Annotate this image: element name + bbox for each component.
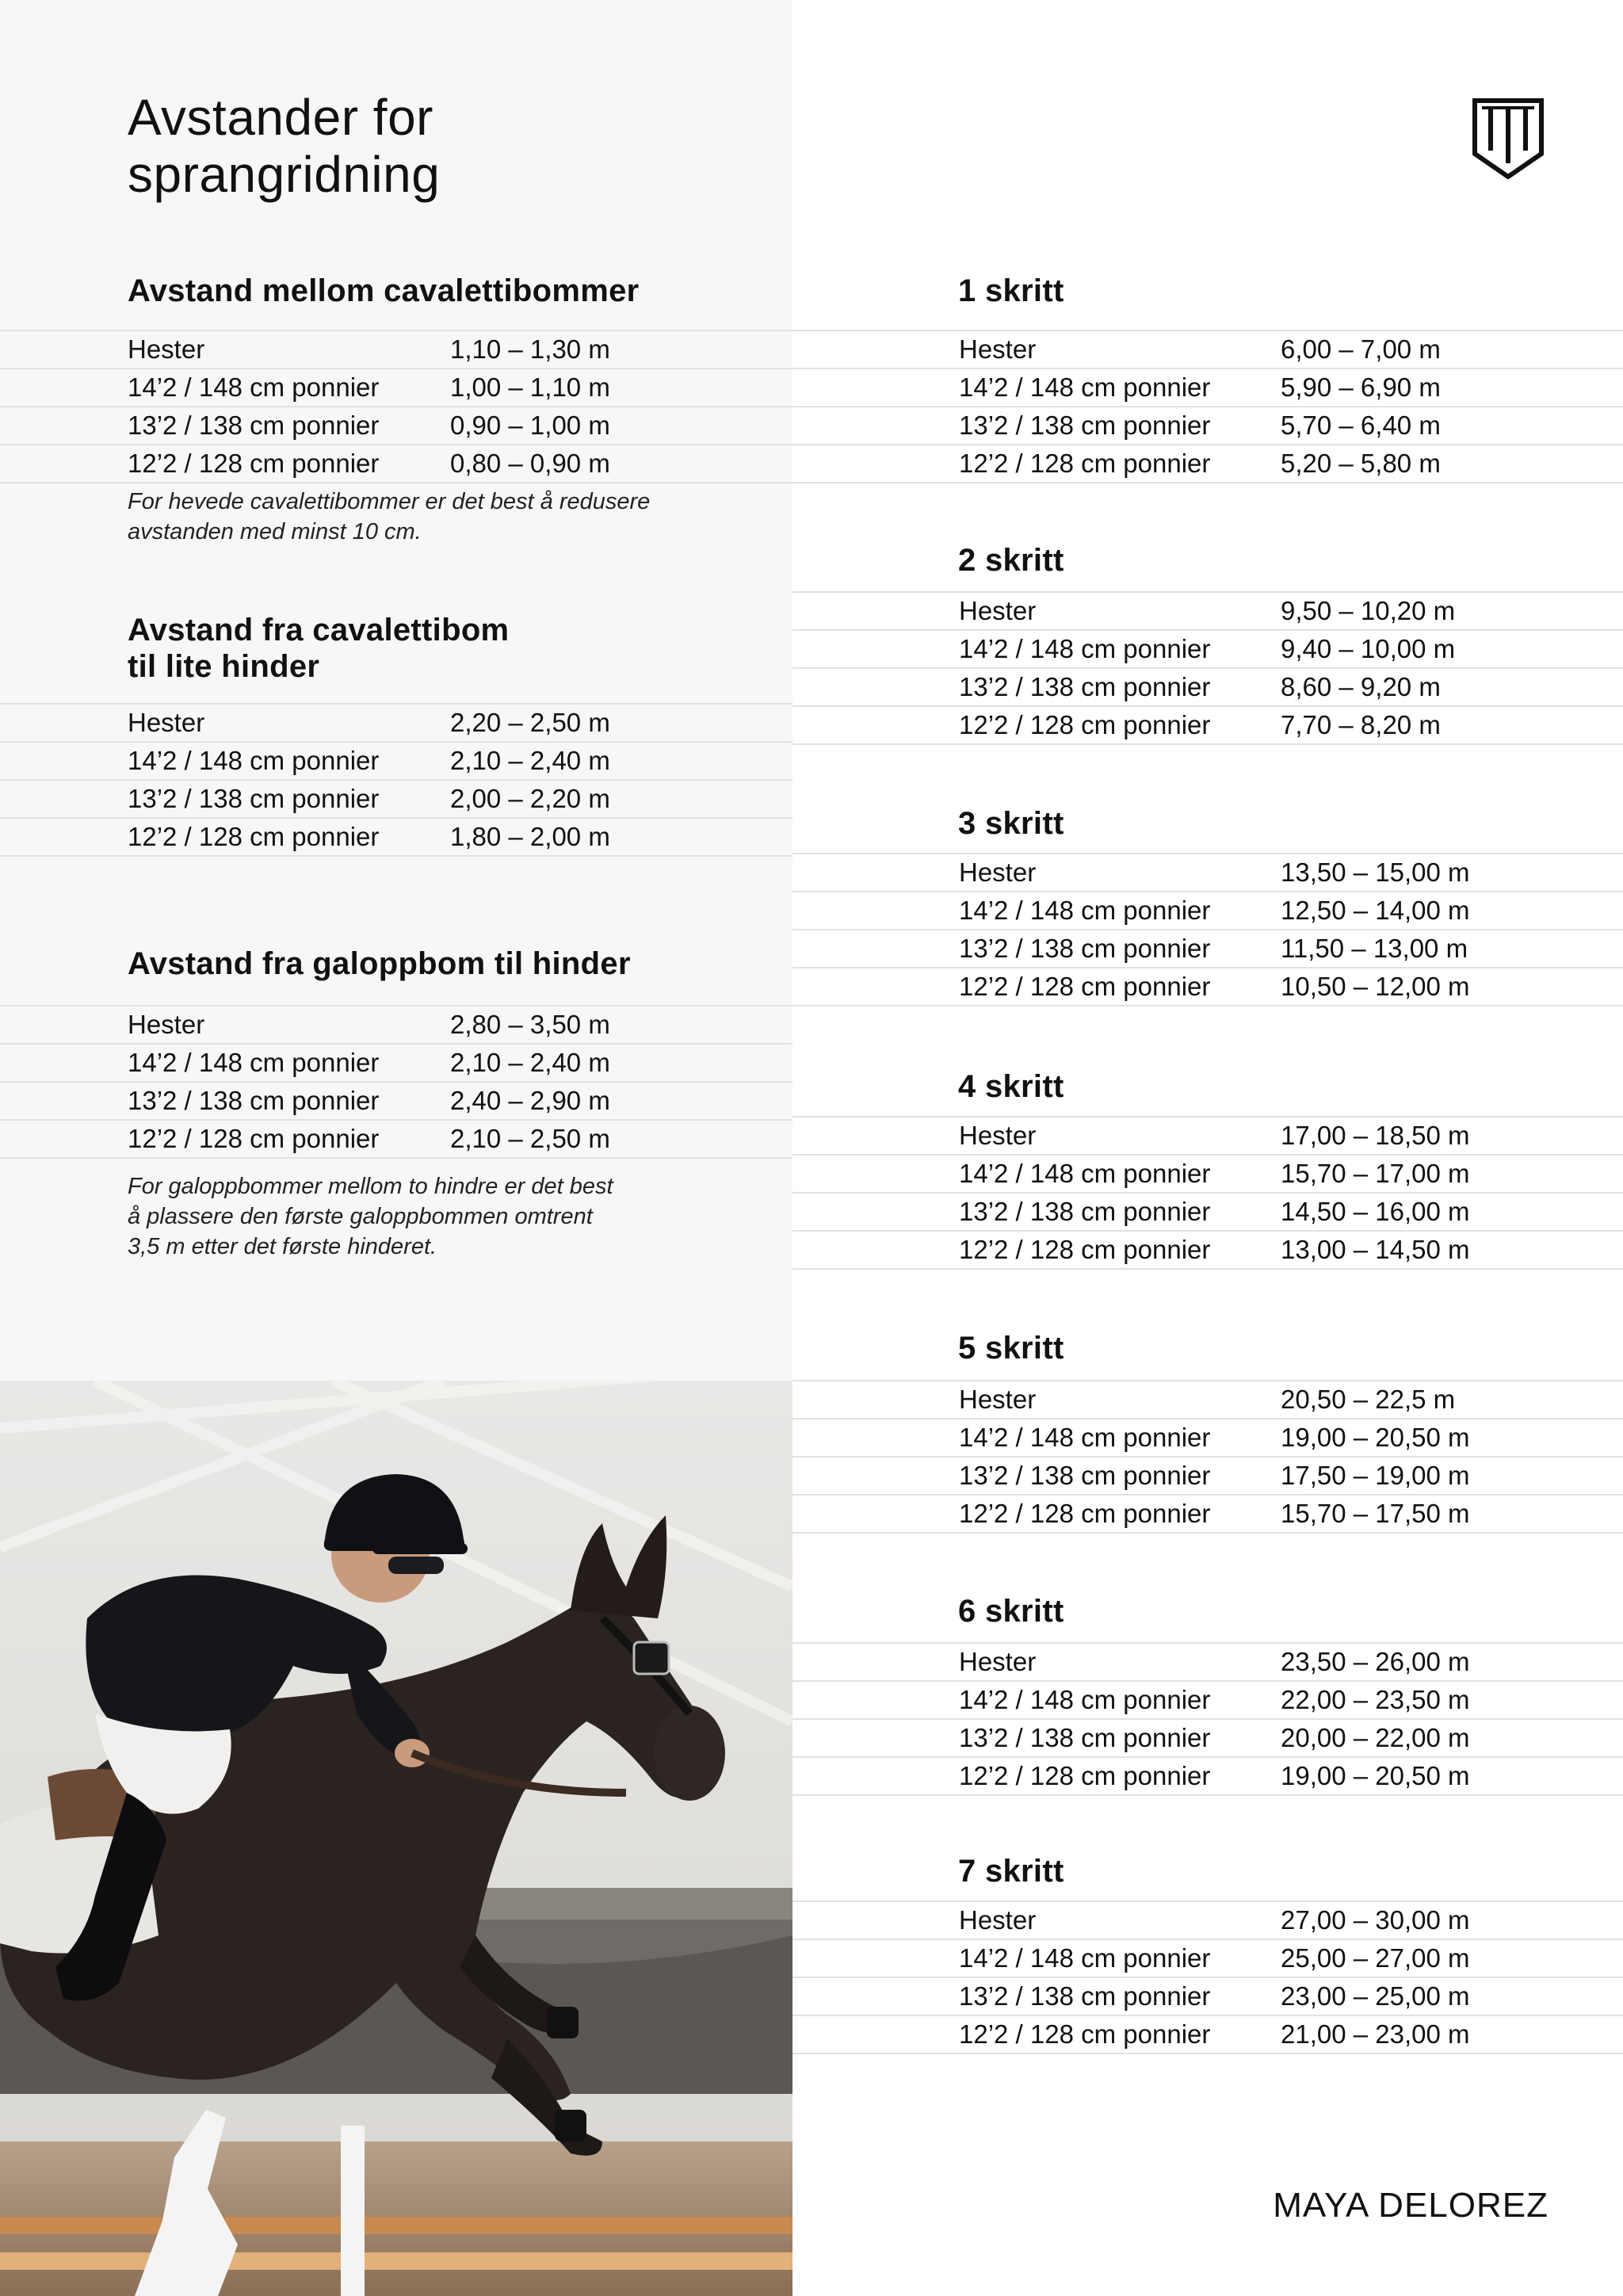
table-row	[792, 1230, 1623, 1270]
row-value: 19,00 – 20,50 m	[1281, 1423, 1470, 1452]
table-row	[0, 703, 792, 741]
row-label: 13’2 / 138 cm ponnier	[128, 784, 380, 813]
row-value: 21,00 – 23,00 m	[1281, 2019, 1470, 2049]
row-value: 20,00 – 22,00 m	[1281, 1723, 1470, 1752]
table-row	[792, 406, 1623, 444]
section-heading-5-strides: 5 skritt	[958, 1331, 1064, 1366]
distance-table-1-stride	[792, 330, 1623, 483]
row-label: Hester	[959, 596, 1037, 625]
distance-table-2-strides	[792, 591, 1623, 745]
distance-table-cavaletti	[0, 330, 792, 483]
row-value: 20,50 – 22,5 m	[1281, 1385, 1456, 1414]
row-label: 12’2 / 128 cm ponnier	[959, 710, 1211, 739]
row-value: 22,00 – 23,50 m	[1281, 1685, 1470, 1714]
row-label: 13’2 / 138 cm ponnier	[959, 1723, 1211, 1752]
row-value: 5,90 – 6,90 m	[1281, 372, 1441, 402]
row-value: 23,00 – 25,00 m	[1281, 1981, 1470, 2011]
table-row	[792, 853, 1623, 891]
row-value: 2,10 – 2,50 m	[450, 1124, 610, 1153]
table-row	[792, 705, 1623, 745]
table-row	[0, 444, 792, 483]
row-label: Hester	[128, 708, 205, 737]
row-value: 12,50 – 14,00 m	[1281, 896, 1470, 925]
row-value: 9,50 – 10,20 m	[1281, 596, 1456, 625]
row-value: 23,50 – 26,00 m	[1281, 1647, 1470, 1676]
table-row	[792, 1901, 1623, 1939]
row-label: 12’2 / 128 cm ponnier	[959, 1761, 1211, 1790]
distance-table-3-strides	[792, 853, 1623, 1007]
row-value: 1,10 – 1,30 m	[450, 334, 610, 364]
section-heading-2-strides: 2 skritt	[958, 543, 1064, 578]
table-row	[792, 1756, 1623, 1796]
distance-table-4-strides	[792, 1116, 1623, 1270]
table-row	[792, 1939, 1623, 1977]
note-cavaletti: For hevede cavalettibommer er det best å redusere avstanden med minst 10 cm.	[128, 489, 651, 544]
row-value: 13,00 – 14,50 m	[1281, 1235, 1470, 1264]
row-value: 2,20 – 2,50 m	[450, 708, 610, 737]
table-row	[792, 591, 1623, 629]
table-row	[792, 891, 1623, 929]
page-title: Avstander for sprangridning	[128, 89, 441, 203]
row-value: 2,10 – 2,40 m	[450, 746, 610, 775]
table-row	[792, 2015, 1623, 2054]
table-row	[792, 330, 1623, 368]
table-row	[792, 1116, 1623, 1154]
row-value: 5,70 – 6,40 m	[1281, 411, 1441, 440]
table-row	[0, 1081, 792, 1119]
row-label: 14’2 / 148 cm ponnier	[959, 1685, 1211, 1714]
distance-table-canter-pole	[0, 1005, 792, 1159]
row-label: Hester	[128, 334, 205, 364]
table-row	[792, 629, 1623, 667]
table-row	[792, 1642, 1623, 1680]
table-row	[792, 1718, 1623, 1756]
row-value: 7,70 – 8,20 m	[1281, 710, 1441, 739]
show-jumping-rider-photo	[0, 1381, 792, 2296]
row-label: 14’2 / 148 cm ponnier	[959, 634, 1211, 663]
table-row	[792, 1456, 1623, 1494]
row-label: 13’2 / 138 cm ponnier	[959, 411, 1211, 440]
row-label: 12’2 / 128 cm ponnier	[128, 1124, 380, 1153]
row-value: 0,90 – 1,00 m	[450, 411, 610, 440]
row-label: 12’2 / 128 cm ponnier	[959, 449, 1211, 478]
table-row	[792, 667, 1623, 705]
table-row	[0, 741, 792, 779]
section-heading-6-strides: 6 skritt	[958, 1594, 1064, 1629]
row-label: 14’2 / 148 cm ponnier	[128, 746, 380, 775]
row-label: 14’2 / 148 cm ponnier	[959, 896, 1211, 925]
row-label: 13’2 / 138 cm ponnier	[959, 672, 1211, 701]
row-value: 2,00 – 2,20 m	[450, 784, 610, 813]
row-value: 0,80 – 0,90 m	[450, 449, 610, 478]
table-row	[792, 929, 1623, 967]
row-label: 12’2 / 128 cm ponnier	[959, 2019, 1211, 2049]
row-label: 14’2 / 148 cm ponnier	[128, 372, 380, 402]
row-label: 12’2 / 128 cm ponnier	[959, 972, 1211, 1001]
row-label: 12’2 / 128 cm ponnier	[128, 449, 380, 478]
distance-table-6-strides	[792, 1642, 1623, 1796]
row-label: Hester	[959, 1385, 1037, 1414]
table-row	[0, 1005, 792, 1043]
shield-logo-icon	[1472, 98, 1544, 179]
note-canter-pole: For galoppbommer mellom to hindre er det best å plassere den første galoppbommen omtrent 3,5 m etter det første hinderet.	[128, 1174, 613, 1259]
row-value: 9,40 – 10,00 m	[1281, 634, 1456, 663]
table-row	[0, 406, 792, 444]
row-label: 14’2 / 148 cm ponnier	[959, 1943, 1211, 1973]
table-row	[792, 368, 1623, 406]
row-label: Hester	[959, 858, 1037, 887]
table-row	[0, 779, 792, 817]
table-row	[792, 1154, 1623, 1192]
row-value: 10,50 – 12,00 m	[1281, 972, 1470, 1001]
row-label: Hester	[959, 1647, 1037, 1676]
table-row	[0, 817, 792, 857]
row-value: 25,00 – 27,00 m	[1281, 1943, 1470, 1973]
row-value: 15,70 – 17,00 m	[1281, 1159, 1470, 1188]
section-heading-cavaletti-to-fence: Avstand fra cavalettibom til lite hinder	[128, 613, 510, 684]
row-label: 13’2 / 138 cm ponnier	[959, 934, 1211, 963]
table-row	[0, 368, 792, 406]
row-value: 6,00 – 7,00 m	[1281, 334, 1441, 364]
row-label: 13’2 / 138 cm ponnier	[959, 1981, 1211, 2011]
table-row	[0, 1119, 792, 1159]
row-label: Hester	[959, 1905, 1037, 1935]
section-heading-cavaletti: Avstand mellom cavalettibommer	[128, 273, 640, 308]
section-heading-4-strides: 4 skritt	[958, 1069, 1064, 1104]
section-heading-3-strides: 3 skritt	[958, 806, 1064, 841]
row-value: 14,50 – 16,00 m	[1281, 1197, 1470, 1226]
section-heading-7-strides: 7 skritt	[958, 1854, 1064, 1889]
distance-table-5-strides	[792, 1380, 1623, 1534]
row-value: 2,10 – 2,40 m	[450, 1048, 610, 1077]
table-row	[792, 1192, 1623, 1230]
table-row	[792, 1680, 1623, 1718]
table-row	[792, 1418, 1623, 1456]
distance-table-7-strides	[792, 1901, 1623, 2054]
row-label: 14’2 / 148 cm ponnier	[959, 1159, 1211, 1188]
row-value: 11,50 – 13,00 m	[1281, 934, 1468, 963]
row-value: 19,00 – 20,50 m	[1281, 1761, 1470, 1790]
row-label: 13’2 / 138 cm ponnier	[128, 1086, 380, 1115]
row-label: Hester	[959, 334, 1037, 364]
row-value: 27,00 – 30,00 m	[1281, 1905, 1470, 1935]
row-label: 12’2 / 128 cm ponnier	[959, 1235, 1211, 1264]
row-label: 14’2 / 148 cm ponnier	[959, 1423, 1211, 1452]
row-label: Hester	[959, 1121, 1037, 1150]
table-row	[0, 1043, 792, 1081]
row-label: 12’2 / 128 cm ponnier	[959, 1499, 1211, 1528]
row-value: 1,80 – 2,00 m	[450, 822, 610, 851]
row-value: 15,70 – 17,50 m	[1281, 1499, 1470, 1528]
distance-table-cavaletti-to-fence	[0, 703, 792, 857]
row-label: Hester	[128, 1010, 205, 1039]
row-value: 17,50 – 19,00 m	[1281, 1461, 1470, 1490]
row-value: 1,00 – 1,10 m	[450, 372, 610, 402]
row-value: 13,50 – 15,00 m	[1281, 858, 1470, 887]
row-value: 2,80 – 3,50 m	[450, 1010, 610, 1039]
table-row	[792, 1977, 1623, 2015]
table-row	[792, 444, 1623, 483]
row-value: 5,20 – 5,80 m	[1281, 449, 1441, 478]
row-value: 2,40 – 2,90 m	[450, 1086, 610, 1115]
row-label: 12’2 / 128 cm ponnier	[128, 822, 380, 851]
row-value: 17,00 – 18,50 m	[1281, 1121, 1470, 1150]
row-label: 13’2 / 138 cm ponnier	[959, 1461, 1211, 1490]
table-row	[0, 330, 792, 368]
row-label: 13’2 / 138 cm ponnier	[959, 1197, 1211, 1226]
row-value: 8,60 – 9,20 m	[1281, 672, 1441, 701]
table-row	[792, 1380, 1623, 1418]
row-label: 13’2 / 138 cm ponnier	[128, 411, 380, 440]
table-row	[792, 967, 1623, 1007]
row-label: 14’2 / 148 cm ponnier	[128, 1048, 380, 1077]
row-label: 14’2 / 148 cm ponnier	[959, 372, 1211, 402]
section-heading-1-stride: 1 skritt	[958, 273, 1064, 308]
table-row	[792, 1494, 1623, 1534]
brand-wordmark: MAYA DELOREZ	[1273, 2186, 1549, 2225]
section-heading-canter-pole: Avstand fra galoppbom til hinder	[128, 946, 631, 981]
